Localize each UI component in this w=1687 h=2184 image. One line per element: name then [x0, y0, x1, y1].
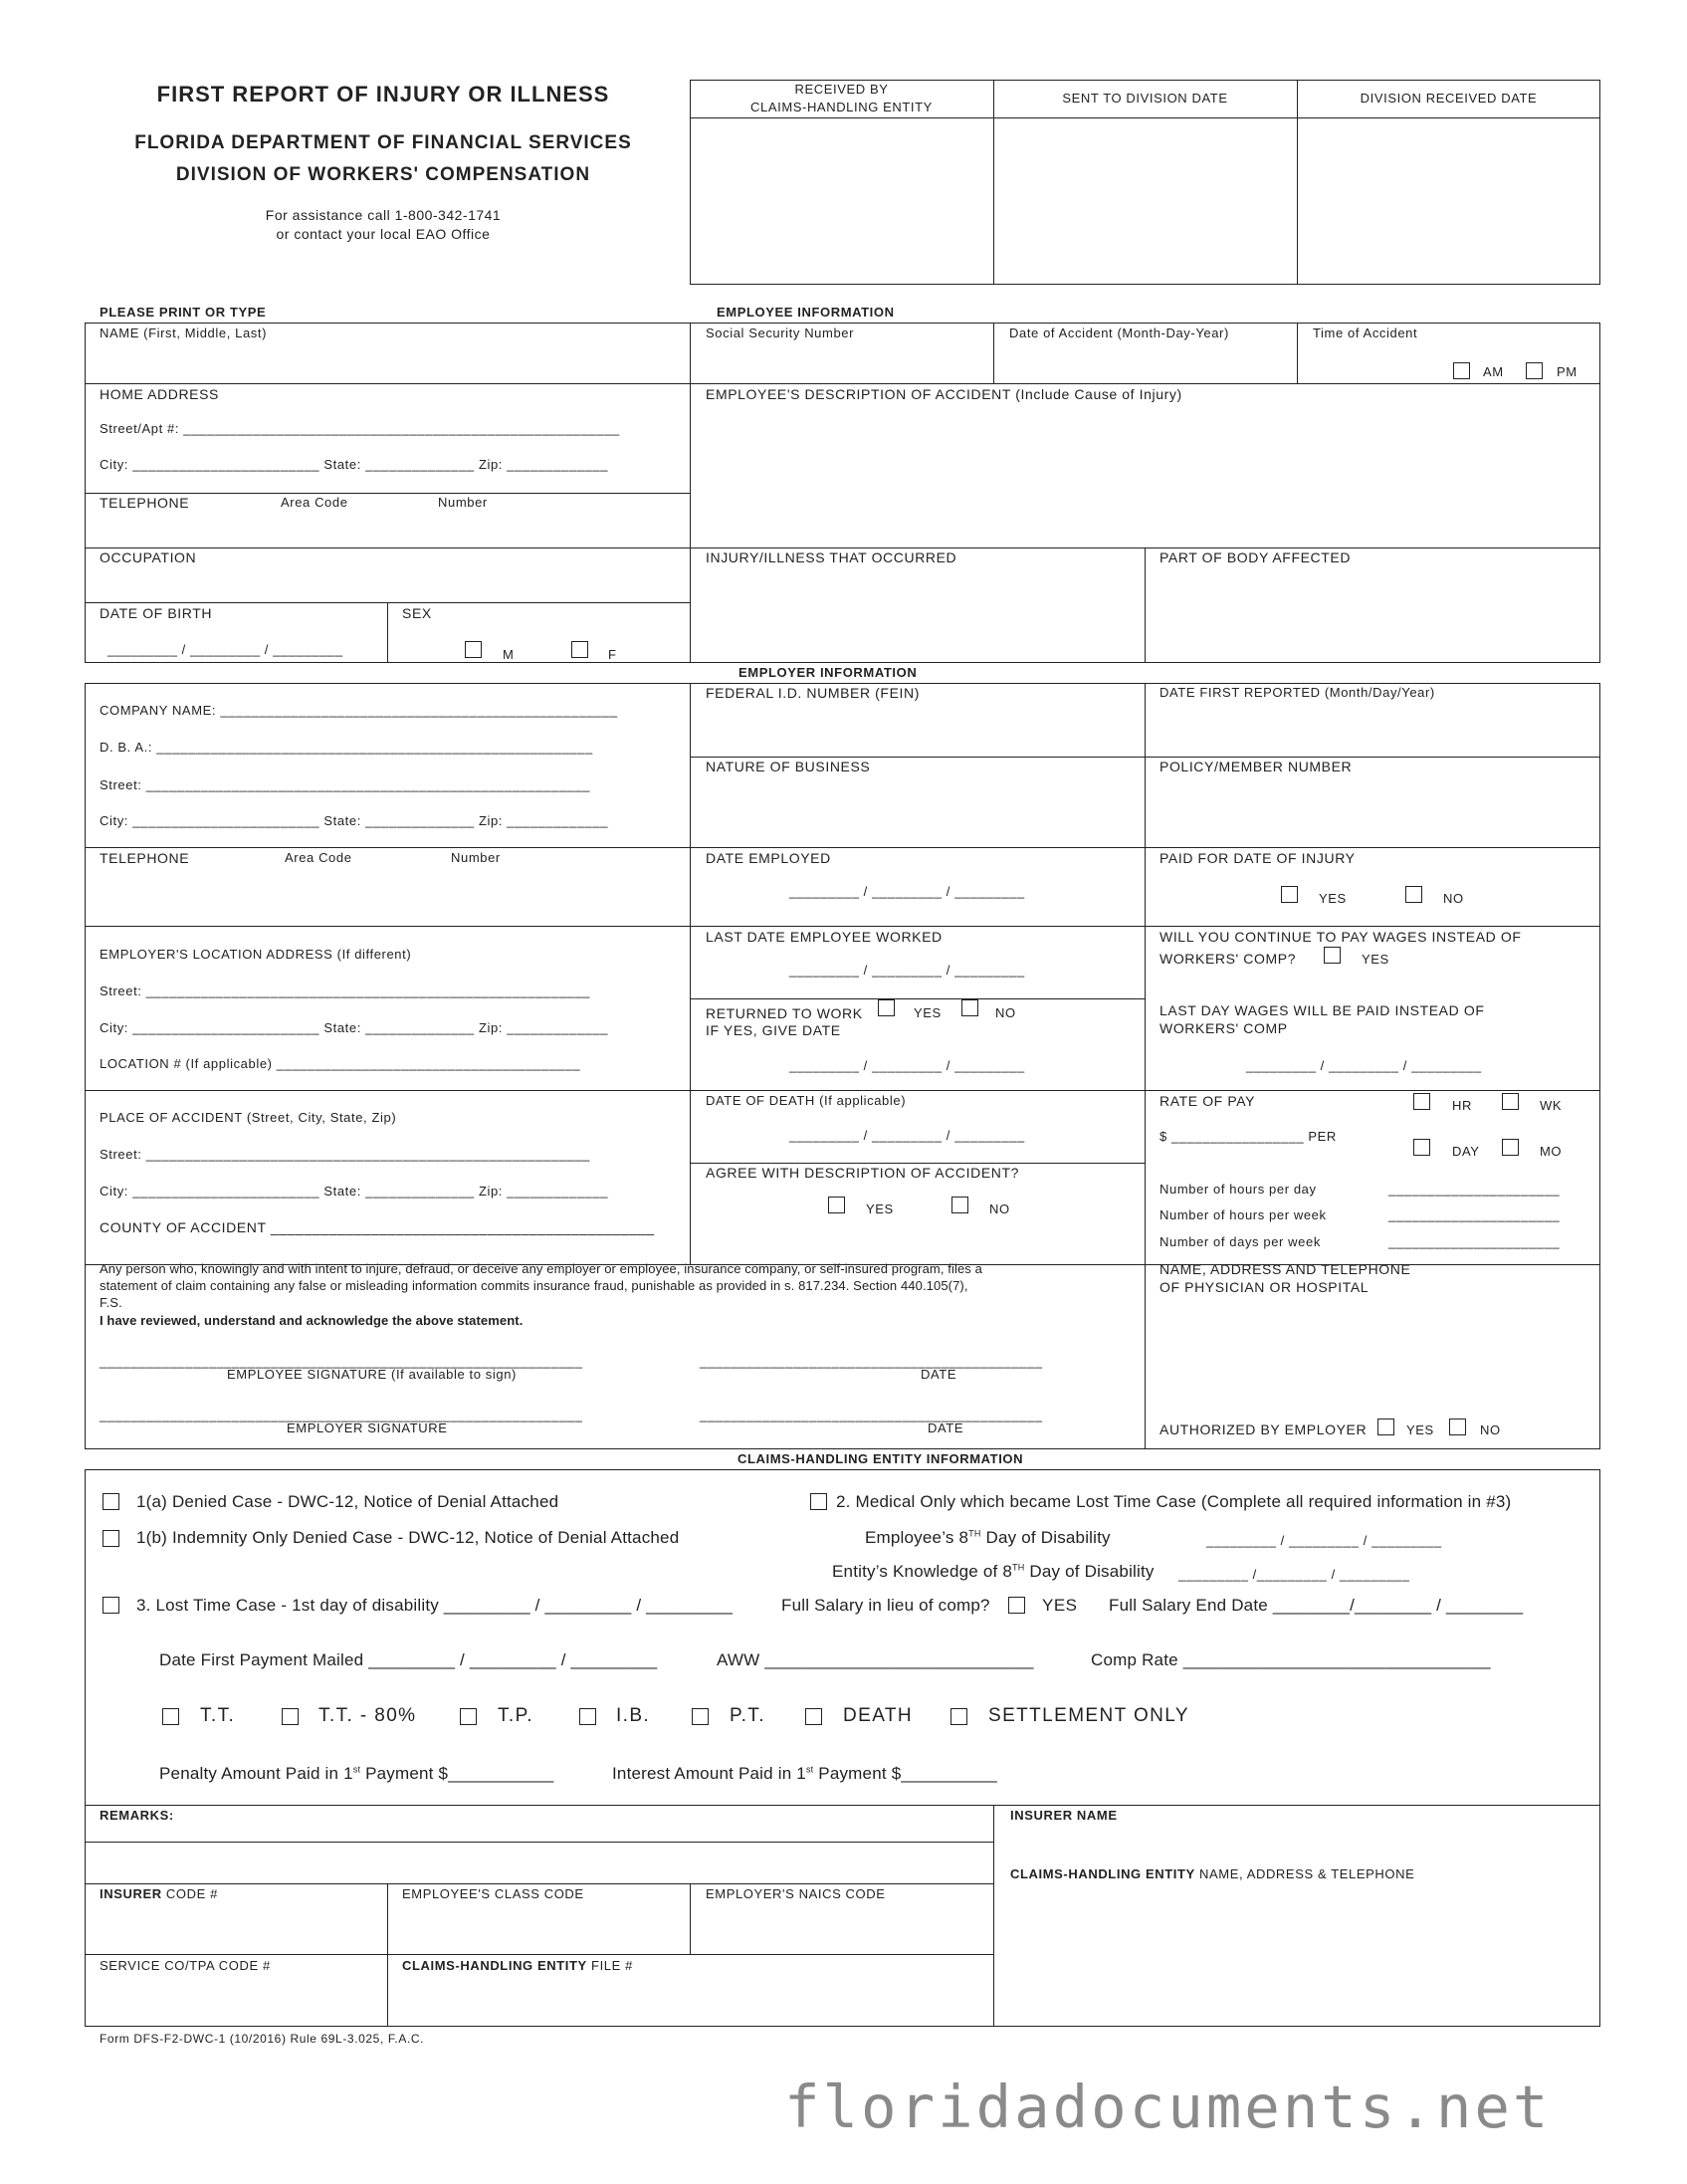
last-day-wages-field[interactable]: _________ / _________ / _________ [1246, 1058, 1482, 1073]
form-title: FIRST REPORT OF INJURY OR ILLNESS [156, 82, 610, 107]
indemnity-label: 1(b) Indemnity Only Denied Case - DWC-12, Notice of Denial Attached [136, 1528, 680, 1547]
department-name: FLORIDA DEPARTMENT OF FINANCIAL SERVICES [134, 132, 632, 153]
authorized-no-label: NO [1480, 1422, 1501, 1437]
rate-hr-checkbox[interactable] [1413, 1093, 1430, 1110]
days-per-week-field[interactable]: ______________________ [1388, 1234, 1561, 1249]
benefit-pt-label: P.T. [730, 1705, 765, 1726]
returned-yes-label: YES [914, 1005, 942, 1020]
received-label-1: RECEIVED BY [794, 82, 889, 97]
benefit-tt80-checkbox[interactable] [282, 1708, 299, 1725]
employer-date-label: DATE [928, 1420, 964, 1435]
authorized-yes-checkbox[interactable] [1377, 1419, 1394, 1435]
eighth-day-label: Employee’s 8TH Day of Disability [865, 1528, 1111, 1547]
date-of-death-label: DATE OF DEATH (If applicable) [706, 1093, 907, 1108]
employee-signature-line[interactable]: ______________________________________________________________ [100, 1354, 583, 1369]
claims-section-title: CLAIMS-HANDLING ENTITY INFORMATION [738, 1451, 1024, 1466]
last-day-wages-label-1: LAST DAY WAGES WILL BE PAID INSTEAD OF [1160, 1002, 1485, 1018]
paid-doi-label: PAID FOR DATE OF INJURY [1160, 850, 1356, 866]
entity-file-field[interactable] [392, 1977, 988, 2022]
date-of-death-field[interactable]: _________ / _________ / _________ [789, 1128, 1025, 1143]
agree-description-label: AGREE WITH DESCRIPTION OF ACCIDENT? [706, 1165, 1020, 1181]
sex-female-label: F [608, 647, 617, 662]
lost-time-checkbox[interactable] [103, 1597, 119, 1614]
sex-female-checkbox[interactable] [571, 641, 588, 658]
body-part-label: PART OF BODY AFFECTED [1160, 549, 1352, 565]
benefit-tt80-label: T.T. - 80% [318, 1705, 417, 1726]
returned-yes-checkbox[interactable] [878, 999, 895, 1016]
home-street-field[interactable]: Street/Apt #: ________________________________________________________ [100, 421, 620, 436]
authorized-label: AUTHORIZED BY EMPLOYER [1160, 1421, 1368, 1437]
fraud-statement-3: F.S. [100, 1295, 122, 1310]
occupation-label: OCCUPATION [100, 549, 197, 565]
denied-case-label: 1(a) Denied Case - DWC-12, Notice of Denial Attached [136, 1492, 559, 1511]
benefit-death-label: DEATH [843, 1705, 913, 1726]
rate-hr-label: HR [1452, 1098, 1472, 1113]
am-label: AM [1483, 364, 1504, 379]
paid-doi-no-label: NO [1443, 891, 1464, 906]
form-id: Form DFS-F2-DWC-1 (10/2016) Rule 69L-3.025, F.A.C. [100, 2032, 425, 2046]
physician-label-1: NAME, ADDRESS AND TELEPHONE [1160, 1261, 1411, 1277]
please-print-label: PLEASE PRINT OR TYPE [100, 305, 267, 320]
dob-field[interactable]: _________ / _________ / _________ [107, 642, 343, 657]
benefit-pt-checkbox[interactable] [692, 1708, 709, 1725]
naics-code-label: EMPLOYER'S NAICS CODE [706, 1886, 886, 1901]
employee-telephone-field[interactable] [90, 514, 685, 544]
last-day-wages-label-2: WORKERS' COMP [1160, 1020, 1288, 1036]
service-code-field[interactable] [90, 1977, 382, 2022]
benefit-ib-checkbox[interactable] [579, 1708, 596, 1725]
pm-label: PM [1557, 364, 1578, 379]
acknowledge-statement: I have reviewed, understand and acknowledge the above statement. [100, 1313, 524, 1328]
insurer-code-field[interactable] [90, 1905, 382, 1950]
sex-label: SEX [402, 605, 432, 621]
entity-name-field[interactable] [1000, 1887, 1595, 2023]
full-salary-yes-label: YES [1042, 1596, 1078, 1615]
employer-street-field[interactable]: Street: _________________________________________________________ [100, 777, 591, 792]
policy-number-field[interactable] [1151, 778, 1594, 842]
entity-file-label: CLAIMS-HANDLING ENTITY FILE # [402, 1958, 633, 1973]
place-street-field[interactable]: Street: _________________________________________________________ [100, 1147, 591, 1162]
employer-number-label: Number [451, 850, 501, 865]
returned-date-field[interactable]: _________ / _________ / _________ [789, 1058, 1025, 1073]
employee-date-label: DATE [921, 1367, 957, 1382]
nature-of-business-label: NATURE OF BUSINESS [706, 759, 871, 774]
place-city-field[interactable]: City: ________________________ State: ______________ Zip: _____________ [100, 1184, 609, 1199]
rate-amount-field[interactable]: $ _________________ PER [1160, 1129, 1337, 1144]
employee-section-title: EMPLOYEE INFORMATION [717, 305, 895, 320]
home-address-label: HOME ADDRESS [100, 386, 219, 402]
benefit-tp-label: T.P. [498, 1705, 533, 1726]
received-date-field[interactable] [692, 119, 991, 283]
location-street-field[interactable]: Street: _________________________________________________________ [100, 983, 591, 998]
employee-date-line[interactable]: ____________________________________________ [700, 1354, 1043, 1369]
continue-wages-label-1: WILL YOU CONTINUE TO PAY WAGES INSTEAD OF [1160, 929, 1522, 945]
employer-signature-line[interactable]: ______________________________________________________________ [100, 1408, 583, 1422]
paid-doi-no-checkbox[interactable] [1405, 886, 1422, 903]
entity-knowledge-field[interactable]: _________ /_________ / _________ [1178, 1567, 1410, 1582]
hours-per-week-label: Number of hours per week [1160, 1207, 1327, 1222]
full-salary-label: Full Salary in lieu of comp? [781, 1596, 990, 1615]
class-code-label: EMPLOYEE'S CLASS CODE [402, 1886, 584, 1901]
received-label-2: CLAIMS-HANDLING ENTITY [750, 100, 933, 114]
continue-wages-yes-checkbox[interactable] [1324, 947, 1341, 964]
employer-telephone-field[interactable] [90, 870, 685, 922]
returned-to-work-label: RETURNED TO WORK [706, 1005, 863, 1021]
agree-yes-label: YES [866, 1201, 894, 1216]
employer-city-field[interactable]: City: ________________________ State: ______________ Zip: _____________ [100, 813, 609, 828]
pm-checkbox[interactable] [1526, 362, 1543, 379]
first-payment-field[interactable]: Date First Payment Mailed _________ / _________ / _________ [159, 1650, 658, 1669]
injury-field[interactable] [697, 569, 1140, 659]
rate-mo-label: MO [1540, 1144, 1563, 1159]
sent-to-division-label: SENT TO DIVISION DATE [1062, 91, 1228, 106]
continue-wages-yes-label: YES [1362, 952, 1389, 967]
employer-date-line[interactable]: ____________________________________________ [700, 1408, 1043, 1422]
assistance-phone: For assistance call 1-800-342-1741 [265, 207, 502, 223]
comp-rate-field[interactable]: Comp Rate ________________________________ [1091, 1650, 1491, 1669]
county-field[interactable]: COUNTY OF ACCIDENT ______________________________________________ [100, 1219, 655, 1235]
benefit-tt-label: T.T. [200, 1705, 236, 1726]
rate-day-checkbox[interactable] [1413, 1139, 1430, 1156]
home-city-field[interactable]: City: ________________________ State: ______________ Zip: _____________ [100, 457, 609, 472]
employer-area-code-label: Area Code [285, 850, 352, 865]
returned-no-checkbox[interactable] [961, 999, 978, 1016]
medical-only-label: 2. Medical Only which became Lost Time Case (Complete all required information in #3) [836, 1492, 1512, 1511]
sex-male-label: M [503, 647, 515, 662]
employee-description-label: EMPLOYEE'S DESCRIPTION OF ACCIDENT (Include Cause of Injury) [706, 386, 1182, 402]
occupation-field[interactable] [90, 569, 685, 599]
aww-field[interactable]: AWW ____________________________ [717, 1650, 1034, 1669]
division-received-field[interactable] [1299, 119, 1598, 283]
service-code-label: SERVICE CO/TPA CODE # [100, 1958, 271, 1973]
fraud-statement-1: Any person who, knowingly and with intent to injure, defraud, or deceive any employer or employee, insurance company, or self-insured program, files a [100, 1261, 982, 1276]
employee-telephone-label: TELEPHONE [100, 495, 190, 511]
returned-no-label: NO [995, 1005, 1016, 1020]
full-salary-yes-checkbox[interactable] [1008, 1597, 1025, 1614]
rate-wk-checkbox[interactable] [1502, 1093, 1519, 1110]
date-employed-label: DATE EMPLOYED [706, 850, 831, 866]
last-worked-field[interactable]: _________ / _________ / _________ [789, 963, 1025, 978]
if-yes-label: IF YES, GIVE DATE [706, 1022, 841, 1038]
injury-label: INJURY/ILLNESS THAT OCCURRED [706, 549, 957, 565]
employer-telephone-label: TELEPHONE [100, 850, 190, 866]
benefit-ib-label: I.B. [616, 1705, 651, 1726]
employer-signature-label: EMPLOYER SIGNATURE [287, 1420, 448, 1435]
date-first-reported-field[interactable] [1151, 705, 1594, 753]
fein-field[interactable] [697, 705, 1140, 753]
location-number-field[interactable]: LOCATION # (If applicable) _______________________________________ [100, 1056, 581, 1071]
interest-amount-field[interactable]: Interest Amount Paid in 1st Payment $__________ [612, 1764, 997, 1783]
nature-of-business-field[interactable] [697, 778, 1140, 842]
agree-no-checkbox[interactable] [951, 1197, 968, 1213]
benefit-settlement-label: SETTLEMENT ONLY [988, 1705, 1189, 1726]
entity-knowledge-label: Entity’s Knowledge of 8TH Day of Disability [832, 1562, 1155, 1581]
remarks-field[interactable] [90, 1845, 988, 1880]
continue-wages-label-2: WORKERS' COMP? [1160, 951, 1297, 967]
benefit-tt-checkbox[interactable] [162, 1708, 179, 1725]
location-address-label: EMPLOYER'S LOCATION ADDRESS (If different) [100, 947, 412, 962]
benefit-tp-checkbox[interactable] [460, 1708, 477, 1725]
dob-label: DATE OF BIRTH [100, 605, 213, 621]
fein-label: FEDERAL I.D. NUMBER (FEIN) [706, 685, 920, 701]
date-employed-field[interactable]: _________ / _________ / _________ [789, 884, 1025, 899]
ssn-label: Social Security Number [706, 326, 855, 340]
division-name: DIVISION OF WORKERS' COMPENSATION [175, 164, 591, 185]
insurer-name-field[interactable] [1000, 1826, 1595, 1865]
insurer-name-label: INSURER NAME [1010, 1808, 1118, 1823]
am-checkbox[interactable] [1453, 362, 1470, 379]
company-name-field[interactable]: COMPANY NAME: ___________________________________________________ [100, 703, 618, 718]
class-code-field[interactable] [392, 1905, 685, 1950]
rate-mo-checkbox[interactable] [1502, 1139, 1519, 1156]
benefit-death-checkbox[interactable] [805, 1708, 822, 1725]
indemnity-checkbox[interactable] [103, 1530, 119, 1547]
penalty-amount-field[interactable]: Penalty Amount Paid in 1st Payment $___________ [159, 1764, 554, 1783]
ssn-field[interactable] [697, 344, 988, 380]
insurer-code-label: INSURER CODE # [100, 1886, 218, 1901]
employee-description-field[interactable] [697, 406, 1594, 544]
hours-per-day-label: Number of hours per day [1160, 1182, 1317, 1197]
employee-name-field[interactable] [90, 344, 685, 380]
date-first-reported-label: DATE FIRST REPORTED (Month/Day/Year) [1160, 685, 1435, 700]
employee-signature-label: EMPLOYEE SIGNATURE (If available to sign) [227, 1367, 517, 1382]
employee-number-label: Number [438, 495, 488, 510]
rate-of-pay-label: RATE OF PAY [1160, 1093, 1256, 1109]
sex-male-checkbox[interactable] [465, 641, 482, 658]
employee-area-code-label: Area Code [281, 495, 348, 510]
full-salary-end-field[interactable]: Full Salary End Date ________/________ / ________ [1109, 1596, 1524, 1615]
location-city-field[interactable]: City: ________________________ State: ______________ Zip: _____________ [100, 1020, 609, 1035]
sent-date-field[interactable] [995, 119, 1295, 283]
physician-label-2: OF PHYSICIAN OR HOSPITAL [1160, 1279, 1370, 1295]
watermark: floridadocuments.net [784, 2073, 1552, 2141]
date-of-accident-field[interactable] [999, 344, 1291, 380]
employer-section-title: EMPLOYER INFORMATION [738, 665, 918, 680]
authorized-yes-label: YES [1406, 1422, 1434, 1437]
agree-yes-checkbox[interactable] [828, 1197, 845, 1213]
naics-code-field[interactable] [695, 1905, 988, 1950]
entity-name-label: CLAIMS-HANDLING ENTITY NAME, ADDRESS & TELEPHONE [1010, 1866, 1415, 1881]
authorized-no-checkbox[interactable] [1449, 1419, 1466, 1435]
physician-field[interactable] [1151, 1300, 1594, 1410]
place-of-accident-label: PLACE OF ACCIDENT (Street, City, State, Zip) [100, 1110, 397, 1125]
last-worked-label: LAST DATE EMPLOYEE WORKED [706, 929, 943, 945]
benefit-settlement-checkbox[interactable] [950, 1708, 967, 1725]
body-part-field[interactable] [1151, 569, 1594, 659]
policy-number-label: POLICY/MEMBER NUMBER [1160, 759, 1353, 774]
dba-field[interactable]: D. B. A.: ________________________________________________________ [100, 740, 593, 755]
days-per-week-label: Number of days per week [1160, 1234, 1321, 1249]
lost-time-field[interactable]: 3. Lost Time Case - 1st day of disability _________ / _________ / _________ [136, 1596, 734, 1615]
remarks-label: REMARKS: [100, 1808, 174, 1823]
assistance-eao: or contact your local EAO Office [276, 226, 491, 242]
rate-day-label: DAY [1452, 1144, 1480, 1159]
medical-only-checkbox[interactable] [810, 1493, 827, 1510]
hours-per-day-field[interactable]: ______________________ [1388, 1182, 1561, 1197]
eighth-day-field[interactable]: _________ / _________ / _________ [1206, 1533, 1442, 1548]
division-received-label: DIVISION RECEIVED DATE [1360, 91, 1538, 106]
fraud-statement-2: statement of claim containing any false or misleading information commits insurance fraud, punishable as provided in s. 817.234. Section 440.105(7), [100, 1278, 968, 1293]
agree-no-label: NO [989, 1201, 1010, 1216]
paid-doi-yes-label: YES [1319, 891, 1347, 906]
hours-per-week-field[interactable]: ______________________ [1388, 1207, 1561, 1222]
rate-wk-label: WK [1540, 1098, 1563, 1113]
time-of-accident-label: Time of Accident [1313, 326, 1418, 340]
employee-name-label: NAME (First, Middle, Last) [100, 326, 268, 340]
paid-doi-yes-checkbox[interactable] [1281, 886, 1298, 903]
date-of-accident-label: Date of Accident (Month-Day-Year) [1009, 326, 1229, 340]
denied-case-checkbox[interactable] [103, 1493, 119, 1510]
